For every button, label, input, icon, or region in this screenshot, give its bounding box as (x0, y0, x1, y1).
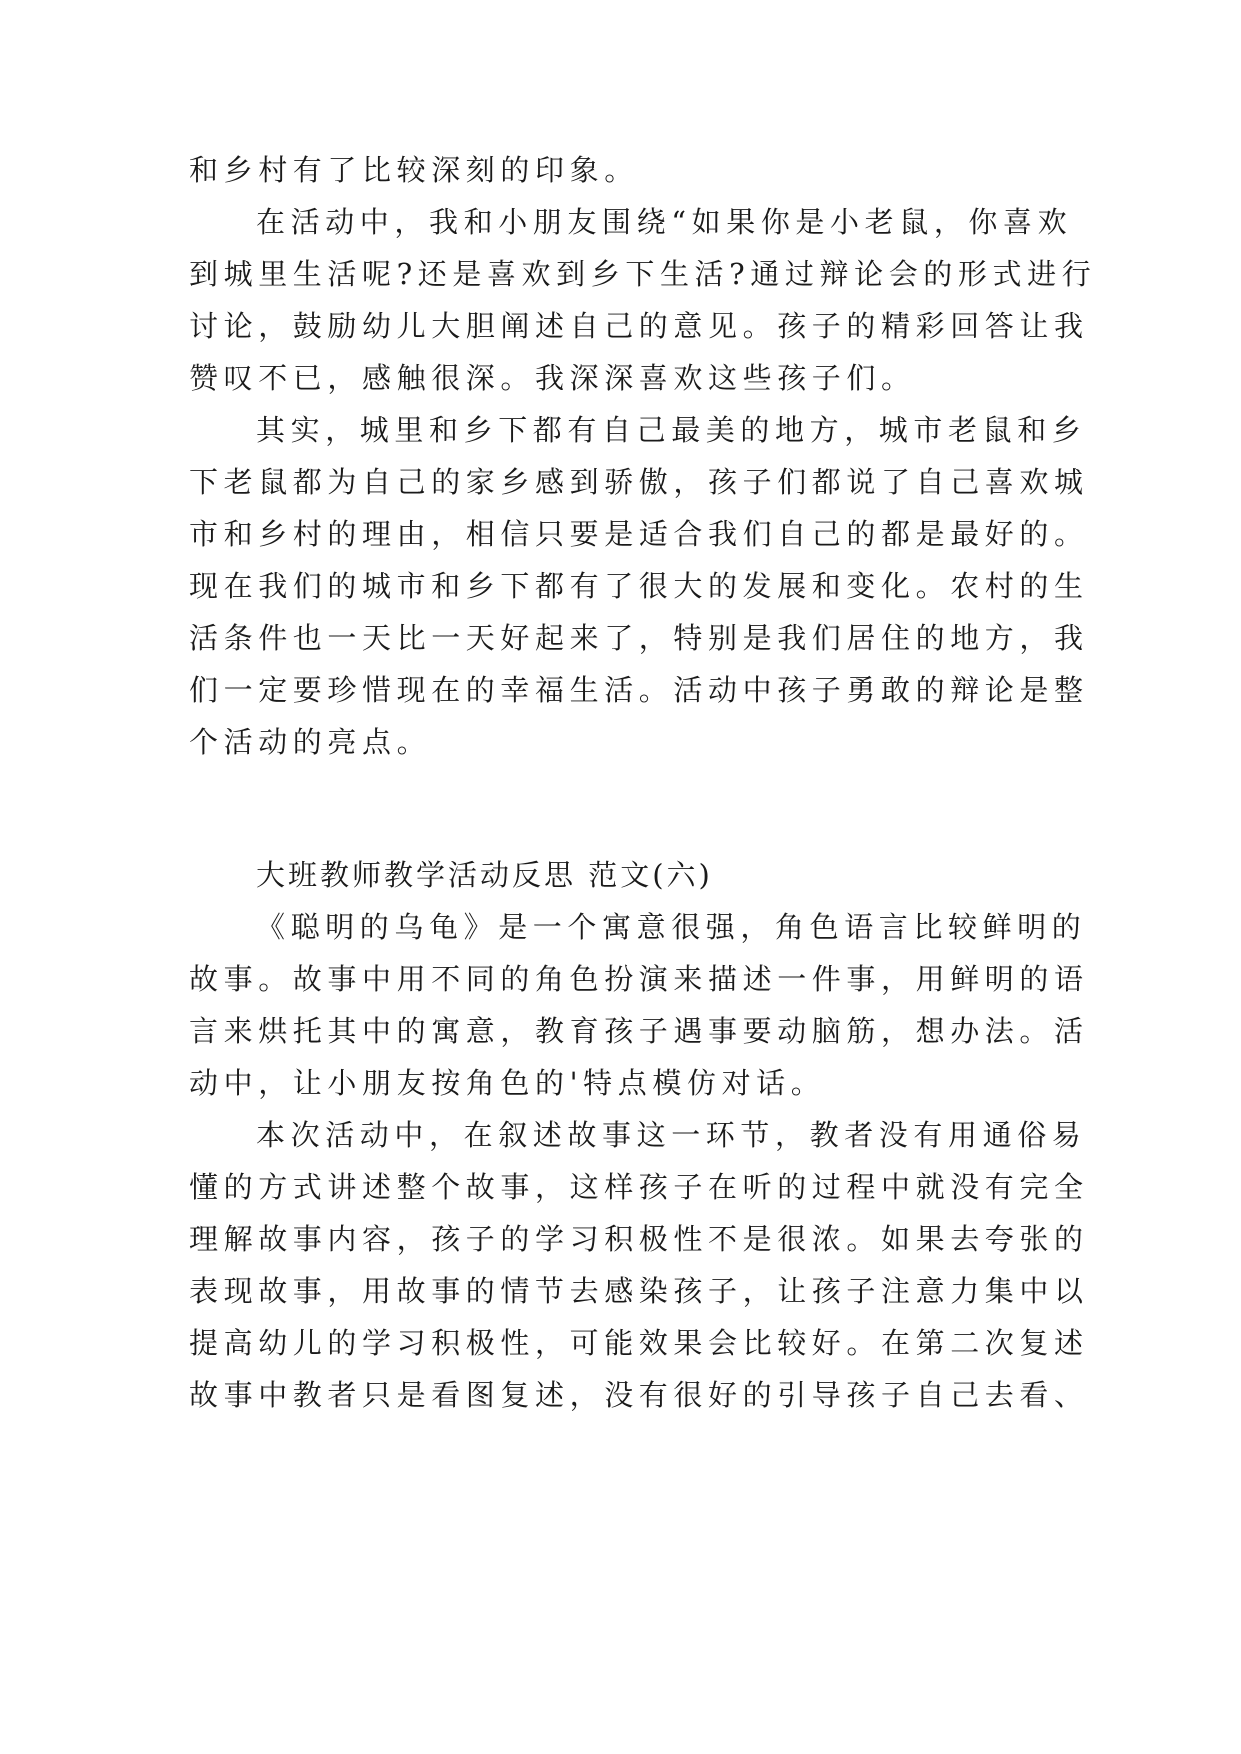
paragraph-first-line: 在活动中，我和小朋友围绕“如果你是小老鼠，你喜欢 (256, 205, 1073, 239)
text-line: 下老鼠都为自己的家乡感到骄傲，孩子们都说了自己喜欢城 (189, 465, 1089, 499)
paragraph-first-line: 其实，城里和乡下都有自己最美的地方，城市老鼠和乡 (256, 413, 1087, 447)
text-line: 活条件也一天比一天好起来了，特别是我们居住的地方，我 (189, 621, 1089, 655)
text-line: 讨论，鼓励幼儿大胆阐述自己的意见。孩子的精彩回答让我 (189, 309, 1089, 343)
text-line: 们一定要珍惜现在的幸福生活。活动中孩子勇敢的辩论是整 (189, 673, 1089, 707)
text-line: 提高幼儿的学习积极性，可能效果会比较好。在第二次复述 (189, 1326, 1089, 1360)
text-line: 现在我们的城市和乡下都有了很大的发展和变化。农村的生 (189, 569, 1089, 603)
text-line: 和乡村有了比较深刻的印象。 (189, 153, 639, 187)
text-line: 故事中教者只是看图复述，没有很好的引导孩子自己去看、 (189, 1378, 1089, 1412)
text-line: 个活动的亮点。 (189, 725, 432, 759)
text-line: 动中，让小朋友按角色的'特点模仿对话。 (189, 1066, 826, 1100)
text-line: 市和乡村的理由，相信只要是适合我们自己的都是最好的。 (189, 517, 1089, 551)
paragraph-first-line: 《聪明的乌龟》是一个寓意很强，角色语言比较鲜明的 (256, 910, 1087, 944)
text-line: 赞叹不已，感触很深。我深深喜欢这些孩子们。 (189, 361, 916, 395)
text-line: 言来烘托其中的寓意，教育孩子遇事要动脑筋，想办法。活 (189, 1014, 1089, 1048)
section-heading: 大班教师教学活动反思 范文(六) (256, 858, 713, 892)
text-line: 懂的方式讲述整个故事，这样孩子在听的过程中就没有完全 (189, 1170, 1089, 1204)
text-line: 表现故事，用故事的情节去感染孩子，让孩子注意力集中以 (189, 1274, 1089, 1308)
text-line: 到城里生活呢?还是喜欢到乡下生活?通过辩论会的形式进行 (189, 257, 1097, 291)
text-line: 故事。故事中用不同的角色扮演来描述一件事，用鲜明的语 (189, 962, 1089, 996)
paragraph-first-line: 本次活动中，在叙述故事这一环节，教者没有用通俗易 (256, 1118, 1087, 1152)
text-line: 理解故事内容，孩子的学习积极性不是很浓。如果去夸张的 (189, 1222, 1089, 1256)
